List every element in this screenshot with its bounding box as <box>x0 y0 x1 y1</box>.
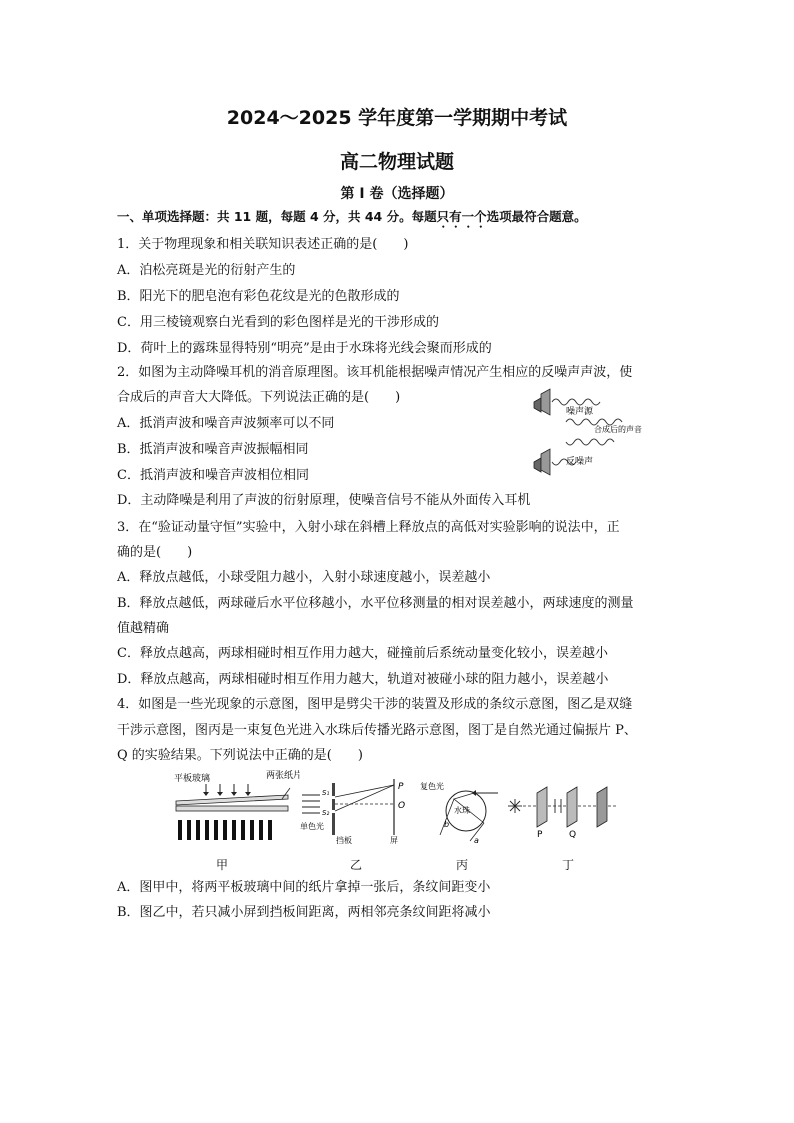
label-polarizer-p: P <box>537 830 543 839</box>
q3-stem-line2: 确的是( ) <box>117 545 193 560</box>
caption-bing: 丙 <box>456 858 469 872</box>
caption-jia: 甲 <box>216 858 229 872</box>
exam-subtitle: 高二物理试题 <box>339 151 454 173</box>
section-pre: 一、单项选择题：共 11 题，每题 4 分，共 44 分。每题 <box>117 209 437 224</box>
q2-option-b: B．抵消声波和噪音声波振幅相同 <box>117 442 309 457</box>
natural-light-icon <box>508 799 522 813</box>
label-polarizer-q: Q <box>569 830 577 839</box>
q1-option-b: B．阳光下的肥皂泡有彩色花纹是光的色散形成的 <box>117 289 400 304</box>
label-s2: S₂ <box>322 809 330 817</box>
q3-option-b-line2: 值越精确 <box>117 621 170 636</box>
label-anti-noise: 反噪声 <box>566 457 594 467</box>
exam-title: 2024～2025 学年度第一学期期中考试 <box>226 107 568 129</box>
section-post: 选项最符合题意。 <box>486 209 587 224</box>
polarizer-p <box>537 787 547 827</box>
q4-option-a: A．图甲中，将两平板玻璃中间的纸片拿掉一张后，条纹间距变小 <box>117 880 491 895</box>
noise-cancel-figure <box>526 388 674 484</box>
q3-option-d: D．释放点越高，两球相碰时相互作用力越大，轨道对被碰小球的阻力越小，误差越小 <box>117 672 609 687</box>
q4-stem-line1: 4．如图是一些光现象的示意图，图甲是劈尖干涉的装置及形成的条纹示意图，图乙是双缝 <box>117 697 633 712</box>
bottom-glass-plate <box>176 806 288 811</box>
q4-option-b: B．图乙中，若只减小屏到挡板间距离，两相邻亮条纹间距将减小 <box>117 905 491 920</box>
label-drop: 水珠 <box>454 806 470 815</box>
q4-stem-line3: Q 的实验结果。下列说法中正确的是( ) <box>117 748 363 763</box>
label-combined-sound: 合成后的声音 <box>594 425 642 434</box>
q4-stem-line2: 干涉示意图，图丙是一束复色光进入水珠后传播光路示意图，图丁是自然光通过偏振片 P、 <box>117 723 637 738</box>
observation-screen <box>597 787 607 827</box>
figure-double-slit <box>298 775 414 849</box>
q3-stem-line1: 3．在“验证动量守恒”实验中，入射小球在斜槽上释放点的高低对实验影响的说法中，正 <box>117 520 620 535</box>
top-glass-plate <box>176 795 288 805</box>
caption-ding: 丁 <box>562 858 575 872</box>
q2-option-d: D．主动降噪是利用了声波的衍射原理，使噪音信号不能从外面传入耳机 <box>117 493 531 508</box>
q1-option-c: C．用三棱镜观察白光看到的彩色图样是光的干涉形成的 <box>117 315 439 330</box>
section-emphasis: 只有一个 <box>436 209 487 224</box>
label-s1: S₁ <box>322 789 330 797</box>
label-complex-light: 复色光 <box>420 782 444 791</box>
part-heading: 第 I 卷（选择题） <box>340 186 454 202</box>
q2-stem-line1: 2．如图为主动降噪耳机的消音原理图。该耳机能根据噪声情况产生相应的反噪声声波，使 <box>117 365 633 380</box>
label-screen: 屏 <box>390 836 398 845</box>
speaker-top-icon <box>534 389 550 415</box>
q2-option-c: C．抵消声波和噪音声波相位相同 <box>117 468 309 483</box>
section-instructions <box>117 208 587 231</box>
figure-wedge <box>170 770 300 858</box>
incident-arrows <box>206 784 248 794</box>
q2-stem-line2: 合成后的声音大大降低。下列说法正确的是( ) <box>117 390 401 405</box>
fringe-pattern <box>178 820 272 840</box>
figure-water-drop <box>418 777 500 849</box>
label-baffle: 挡板 <box>336 836 352 845</box>
q1-option-d: D．荷叶上的露珠显得特别“明亮”是由于水珠将光线会聚而形成的 <box>117 341 492 356</box>
baffle-plate <box>332 783 335 835</box>
label-b: b <box>444 820 450 829</box>
q3-option-a: A．释放点越低，小球受阻力越小，入射小球速度越小，误差越小 <box>117 570 491 585</box>
q3-option-c: C．释放点越高，两球相碰时相互作用力越大，碰撞前后系统动量变化较小，误差越小 <box>117 646 608 661</box>
q1-option-a: A．泊松亮斑是光的衍射产生的 <box>117 263 296 278</box>
label-two-papers: 两张纸片 <box>266 771 300 781</box>
q3-option-b-line1: B．释放点越低，两球碰后水平位移越小，水平位移测量的相对误差越小，两球速度的测量 <box>117 596 634 611</box>
label-monochromatic: 单色光 <box>300 822 324 831</box>
caption-yi: 乙 <box>350 858 363 872</box>
label-a: a <box>474 836 479 845</box>
label-flat-glass: 平板玻璃 <box>174 774 211 784</box>
q2-option-a: A．抵消声波和噪音声波频率可以不同 <box>117 416 335 431</box>
speaker-bottom-icon <box>534 449 550 475</box>
label-p: P <box>398 782 404 792</box>
label-o: O <box>398 801 406 811</box>
label-noise-source: 噪声源 <box>566 407 594 417</box>
q1-stem: 1．关于物理现象和相关联知识表述正确的是( ) <box>117 237 409 252</box>
noise-cancel-diagram <box>526 388 674 480</box>
figure-polarizers <box>505 783 625 843</box>
polarizer-q <box>567 787 577 827</box>
